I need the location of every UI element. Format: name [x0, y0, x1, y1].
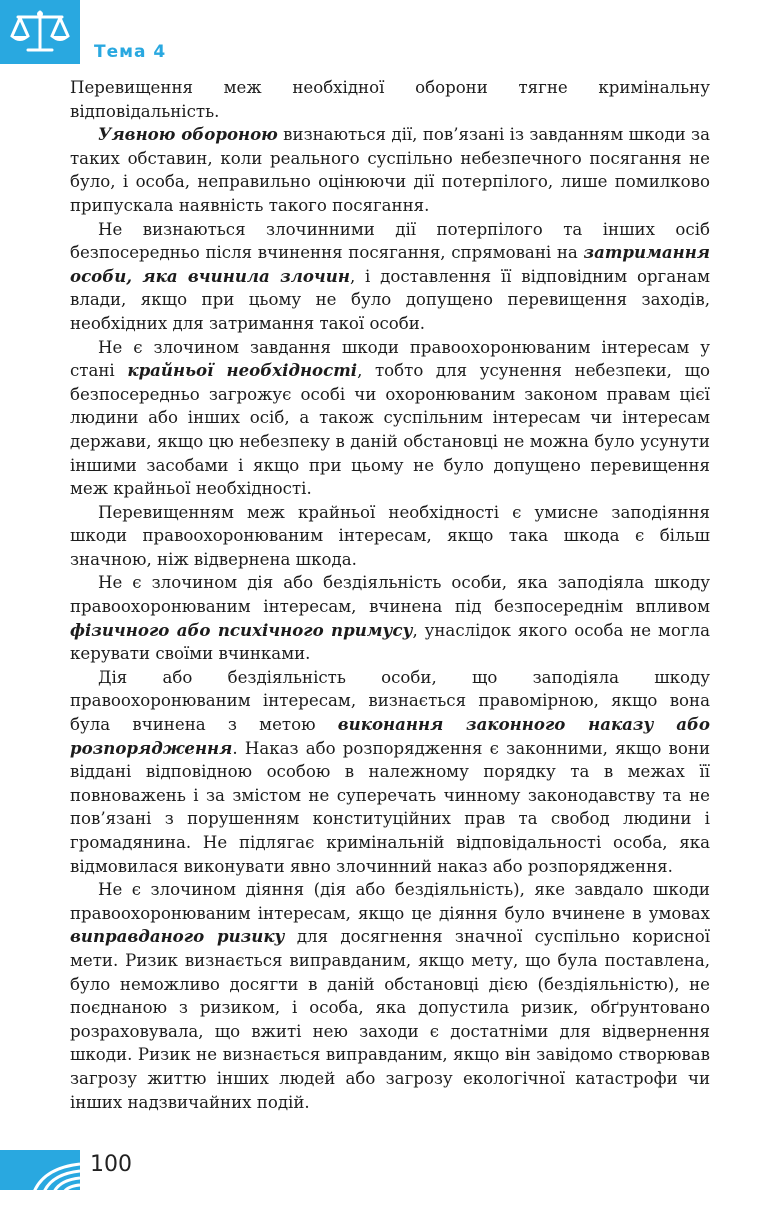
- body-paragraph: [70, 666, 710, 878]
- body-paragraph: [70, 123, 710, 217]
- paragraph-text: , унаслідок якого особа не могла керувати своїми вчинками.: [70, 620, 710, 664]
- emphasized-term: затримання особи, яка вчинила злочин: [70, 242, 710, 286]
- emphasized-term: крайньої необхідності: [127, 360, 358, 381]
- paragraph-text: Дія або бездіяльність особи, що заподіяла шкоду правоохоронюваним інтересам, визнається правомірною, якщо вона була вчинена з метою: [70, 667, 710, 735]
- paragraph-text: для досягнення значної суспільно корисної мети. Ризик визнається виправданим, якщо мету, що була поставлена, було неможливо досягти в даній обстановці дією (бездіяльністю), не поєднаною з ризиком, і особа, яка допустила ризик, обґрунтовано розраховувала, що вжиті нею заходи є достатніми для відвернення шкоди. Ризик не визнається виправданим, якщо він завідомо створював загрозу життю інших людей або загрозу екологічної катастрофи чи інших надзвичайних подій.: [70, 927, 710, 1112]
- paragraph-text: визнаються дії, пов’язані із завданням шкоди за таких обставин, коли реального суспільно небезпечного посягання не було, і особа, неправильно оцінюючи дії потерпілого, лише помилково припускала наявність такого посягання.: [70, 125, 710, 215]
- body-paragraph: [70, 76, 710, 123]
- paragraph-text: Не є злочином діяння (дія або бездіяльність), яке завдало шкоди правоохоронюваним інтересам, якщо це діяння було вчинене в умовах: [70, 880, 710, 923]
- paragraph-text: Перевищенням меж крайньої необхідності є умисне заподіяння шкоди правоохоронюваним інтересам, якщо така шкода є більш значною, ніж відвернена шкода.: [70, 502, 710, 569]
- body-paragraph: [70, 501, 710, 572]
- paragraph-text: Не визнаються злочинними дії потерпілого та інших осіб безпосередньо після вчинення посягання, спрямовані на: [70, 219, 710, 263]
- emphasized-term: виконання законного наказу або розпорядження: [70, 714, 710, 758]
- body-paragraph: [70, 218, 710, 336]
- paragraph-text: , тобто для усунення небезпеки, що безпосередньо загрожує особі чи охоронюваним законом правам цієї людини або інших осіб, а також суспільним інтересам чи інтересам держави, якщо цю небезпеку в даній обстановці не можна було усунути іншими засобами і якщо при цьому не було допущено перевищення меж крайньої необхідності.: [70, 361, 710, 499]
- emphasized-term: Уявною обороною: [98, 124, 278, 145]
- header-logo: [0, 0, 80, 64]
- paragraph-text: Перевищення меж необхідної оборони тягне кримінальну відповідальність.: [70, 78, 710, 121]
- paragraph-text: . Наказ або розпорядження є законними, якщо вони віддані відповідною особою в належному порядку та в межах її повноважень і за змістом не суперечать чинному законодавству та не пов’язані з порушенням конституційних прав та свобод людини і громадянина. Не підлягає кримінальній відповідальності особа, яка відмовилася виконувати явно злочинний наказ або розпорядження.: [70, 738, 710, 876]
- emphasized-term: фізичного або психічного примусу: [70, 619, 413, 640]
- footer-decoration: [0, 1150, 80, 1190]
- paragraph-text: , і доставлення її відповідним органам влади, якщо при цьому не було допущено перевищення заходів, необхідних для затримання такої особи.: [70, 266, 711, 333]
- topic-label: Тема 4: [94, 42, 167, 62]
- body-paragraph: [70, 878, 710, 1114]
- paragraph-text: Не є злочином завдання шкоди правоохоронюваним інтересам у стані: [70, 337, 710, 381]
- paragraph-text: Не є злочином дія або бездіяльність особи, яка заподіяла шкоду правоохоронюваним інтересам, вчинена під безпосереднім впливом: [70, 573, 710, 617]
- emphasized-term: виправданого ризику: [70, 926, 285, 947]
- page-number: 100: [90, 1152, 132, 1177]
- curved-stripes-decoration-icon: [0, 1150, 80, 1190]
- body-paragraph: [70, 571, 710, 665]
- body-paragraph: [70, 336, 710, 501]
- scales-of-justice-icon: [8, 10, 72, 54]
- main-text: [70, 76, 710, 1114]
